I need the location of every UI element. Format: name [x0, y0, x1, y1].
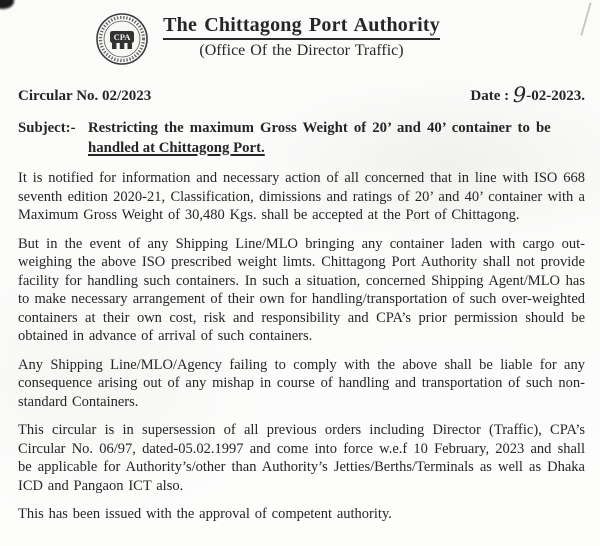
document-subtitle: (Office Of the Director Traffic) — [199, 42, 404, 59]
body-paragraph-2: But in the event of any Shipping Line/MLO bringing any container laden with cargo out-weighing the above ISO prescribed weight limts. Chittagong Port Authority shall not provide facility for handling such containers. In such a situation, concerned Shipping Agent/MLO has to make necessary arrangement of their own for handling/transportation of such over-weighted containers at their own cost, risk and responsibility and CPA’s prior permission should be obtained in advance of arrival of such containers. — [18, 235, 585, 344]
date-label: Date : — [470, 88, 513, 104]
meta-row — [18, 83, 585, 107]
date-rest: -02-2023. — [526, 88, 585, 104]
document-title: The Chittagong Port Authority — [163, 14, 440, 40]
document-header — [18, 10, 585, 74]
subject-block — [18, 118, 585, 158]
body-paragraph-1: It is notified for information and necessary action of all concerned that in line with ISO 668 seventh edition 2020-21, Classification, dimissions and ratings of 20’ and 40’ container with a Maximum Gross Weight of 30,480 Kgs. shall be accepted at the Port of Chittagong. — [18, 170, 585, 223]
closing-line: This has been issued with the approval of competent authority. — [18, 506, 392, 522]
body-paragraph-4: This circular is in supersession of all previous orders including Director (Traffic), CPA’s Circular No. 06/97, dated-05.02.1997 and come into force w.e.f 10 February, 2023 and shall be applicable for Authority’s/other than Authority’s Jetties/Berths/Terminals as well as Dhaka ICD and Pangaon ICT also. — [18, 422, 585, 494]
subject-label: Subject:- — [18, 120, 76, 136]
circular-number: Circular No. 02/2023 — [18, 88, 152, 104]
subject-text — [84, 118, 585, 158]
logo-monogram-text: CPA — [113, 32, 131, 43]
cpa-seal-logo — [95, 12, 149, 66]
subject-text-line2: handled at Chittagong Port. — [88, 140, 265, 156]
scan-artifact-corner — [0, 0, 14, 9]
subject-text-line1: Restricting the maximum Gross Weight of 20’ and 40’ container to be — [88, 120, 551, 136]
date-field: Date : 9-02-2023. — [470, 83, 585, 107]
body-paragraph-3: Any Shipping Line/MLO/Agency failing to comply with the above shall be liable for any consequence arising out of any mishap in course of handling and transportation of such non-standard Containers. — [18, 356, 585, 410]
